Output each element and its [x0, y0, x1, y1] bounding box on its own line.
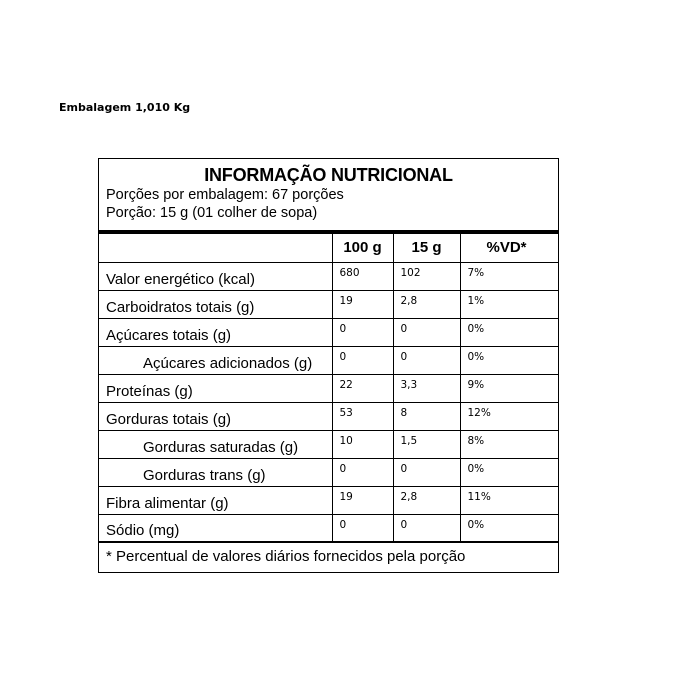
value-15g: 2,8: [393, 486, 460, 514]
value-vd: 0%: [460, 514, 558, 542]
value-100g: 0: [332, 458, 393, 486]
value-15g: 0: [393, 346, 460, 374]
value-vd: 1%: [460, 290, 558, 318]
value-15g: 3,3: [393, 374, 460, 402]
table-row: [99, 458, 558, 486]
value-100g: 0: [332, 318, 393, 346]
nutrient-name: Valor energético (kcal): [99, 262, 332, 290]
value-15g: 0: [393, 318, 460, 346]
label-header: [99, 159, 558, 234]
table-row: [99, 514, 558, 542]
nutrient-name: Fibra alimentar (g): [99, 486, 332, 514]
serving-size: Porção: 15 g (01 colher de sopa): [106, 205, 318, 221]
table-row: [99, 374, 558, 402]
nutrient-name: Carboidratos totais (g): [99, 290, 332, 318]
nutrition-table: [99, 234, 558, 543]
value-vd: 11%: [460, 486, 558, 514]
value-15g: 1,5: [393, 430, 460, 458]
value-15g: 102: [393, 262, 460, 290]
value-100g: 22: [332, 374, 393, 402]
value-100g: 53: [332, 402, 393, 430]
value-100g: 0: [332, 346, 393, 374]
nutrient-name: Proteínas (g): [99, 374, 332, 402]
nutrient-name: Gorduras saturadas (g): [99, 430, 332, 458]
nutrient-name: Sódio (mg): [99, 514, 332, 542]
value-100g: 10: [332, 430, 393, 458]
value-100g: 19: [332, 486, 393, 514]
value-15g: 0: [393, 514, 460, 542]
value-vd: 9%: [460, 374, 558, 402]
nutrient-name: Açúcares adicionados (g): [99, 346, 332, 374]
table-row: [99, 262, 558, 290]
table-header-row: [99, 234, 558, 262]
value-vd: 8%: [460, 430, 558, 458]
value-vd: 0%: [460, 346, 558, 374]
value-100g: 0: [332, 514, 393, 542]
value-vd: 12%: [460, 402, 558, 430]
footnote: * Percentual de valores diários fornecidos pela porção: [106, 548, 466, 565]
column-header-nutrient: [99, 234, 332, 262]
package-weight: Embalagem 1,010 Kg: [59, 101, 191, 114]
nutrition-facts-label: [98, 158, 559, 573]
value-100g: 680: [332, 262, 393, 290]
value-15g: 8: [393, 402, 460, 430]
value-vd: 0%: [460, 458, 558, 486]
value-15g: 0: [393, 458, 460, 486]
table-row: [99, 486, 558, 514]
table-row: [99, 430, 558, 458]
table-row: [99, 402, 558, 430]
nutrient-name: Gorduras totais (g): [99, 402, 332, 430]
value-vd: 0%: [460, 318, 558, 346]
nutrient-name: Gorduras trans (g): [99, 458, 332, 486]
value-15g: 2,8: [393, 290, 460, 318]
table-row: [99, 290, 558, 318]
table-row: [99, 346, 558, 374]
servings-per-package: Porções por embalagem: 67 porções: [106, 187, 344, 203]
column-header-15g: 15 g: [393, 234, 460, 262]
column-header-vd: %VD*: [460, 234, 558, 262]
table-row: [99, 318, 558, 346]
value-vd: 7%: [460, 262, 558, 290]
column-header-100g: 100 g: [332, 234, 393, 262]
value-100g: 19: [332, 290, 393, 318]
label-title: INFORMAÇÃO NUTRICIONAL: [204, 165, 453, 185]
nutrient-name: Açúcares totais (g): [99, 318, 332, 346]
